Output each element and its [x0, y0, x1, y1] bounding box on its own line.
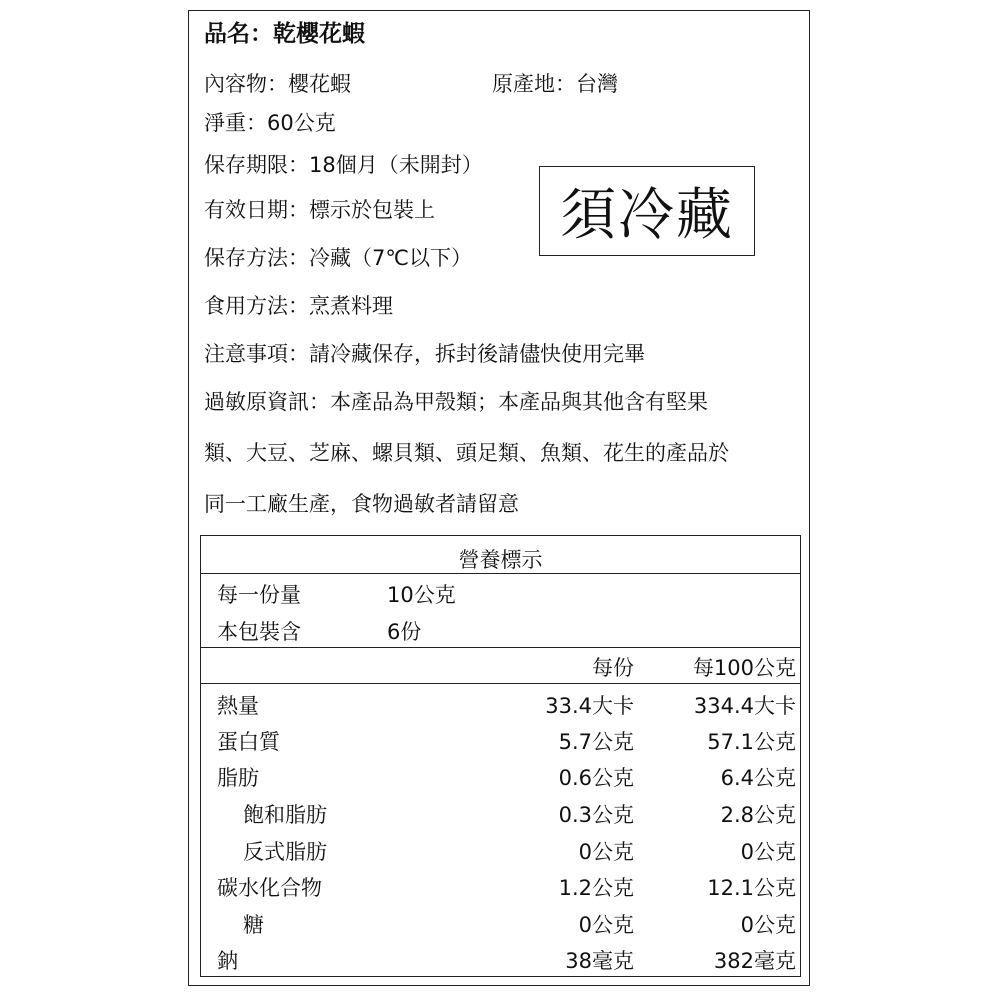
nutrient-name: 飽和脂肪 — [243, 803, 327, 827]
nutrient-per-100g: 2.8公克 — [720, 803, 796, 827]
nutrient-name: 碳水化合物 — [217, 876, 322, 900]
nutrient-per-100g: 334.4大卡 — [693, 694, 796, 718]
nutrient-per-serving: 5.7公克 — [558, 730, 634, 754]
nutrient-per-serving: 0.6公克 — [558, 766, 634, 790]
nutrition-table — [200, 535, 801, 977]
net-weight: 淨重：60公克 — [204, 111, 336, 135]
usage-method: 食用方法：烹煮料理 — [204, 294, 393, 318]
divider — [201, 683, 800, 684]
divider — [201, 647, 800, 648]
nutrient-name: 脂肪 — [217, 766, 259, 790]
allergen-info-line-3: 同一工廠生產，食物過敏者請留意 — [204, 492, 519, 516]
serving-size-label: 每一份量 — [217, 583, 301, 607]
divider — [201, 573, 800, 574]
expiry-date: 有效日期：標示於包裝上 — [204, 198, 435, 222]
nutrient-per-serving: 1.2公克 — [558, 876, 634, 900]
nutrient-per-100g: 382毫克 — [713, 949, 796, 973]
contents: 內容物：櫻花蝦 — [204, 72, 351, 96]
servings-per-package-label: 本包裝含 — [217, 620, 301, 644]
nutrient-per-100g: 6.4公克 — [720, 766, 796, 790]
nutrient-per-serving: 38毫克 — [565, 949, 634, 973]
nutrient-per-100g: 57.1公克 — [707, 730, 796, 754]
nutrient-per-100g: 0公克 — [740, 913, 796, 937]
nutrient-name: 反式脂肪 — [243, 840, 327, 864]
allergen-info-line-2: 類、大豆、芝麻、螺貝類、頭足類、魚類、花生的產品於 — [204, 441, 729, 465]
storage-method: 保存方法：冷藏（7℃以下） — [204, 246, 472, 270]
nutrition-title: 營養標示 — [458, 548, 543, 572]
nutrient-per-serving: 0.3公克 — [558, 803, 634, 827]
nutrient-name: 鈉 — [217, 949, 238, 973]
nutrient-name: 熱量 — [217, 694, 259, 718]
nutrient-per-100g: 0公克 — [740, 840, 796, 864]
servings-per-package-value: 6份 — [387, 620, 422, 644]
allergen-info-line-1: 過敏原資訊：本產品為甲殼類；本產品與其他含有堅果 — [204, 390, 708, 414]
keep-refrigerated-stamp: 須冷藏 — [539, 166, 755, 256]
product-name: 品名：乾櫻花蝦 — [204, 21, 365, 47]
nutrient-per-serving: 0公克 — [578, 913, 634, 937]
column-header-per-serving: 每份 — [592, 656, 634, 680]
nutrient-name: 糖 — [243, 913, 264, 937]
nutrient-per-serving: 0公克 — [578, 840, 634, 864]
nutrient-name: 蛋白質 — [217, 730, 280, 754]
serving-size-value: 10公克 — [387, 583, 456, 607]
column-header-per-100g: 每100公克 — [692, 656, 796, 680]
notice: 注意事項：請冷藏保存，拆封後請儘快使用完畢 — [204, 342, 645, 366]
nutrient-per-100g: 12.1公克 — [707, 876, 796, 900]
shelf-life: 保存期限：18個月（未開封） — [204, 153, 483, 177]
origin: 原產地：台灣 — [492, 72, 618, 96]
nutrient-per-serving: 33.4大卡 — [545, 694, 634, 718]
